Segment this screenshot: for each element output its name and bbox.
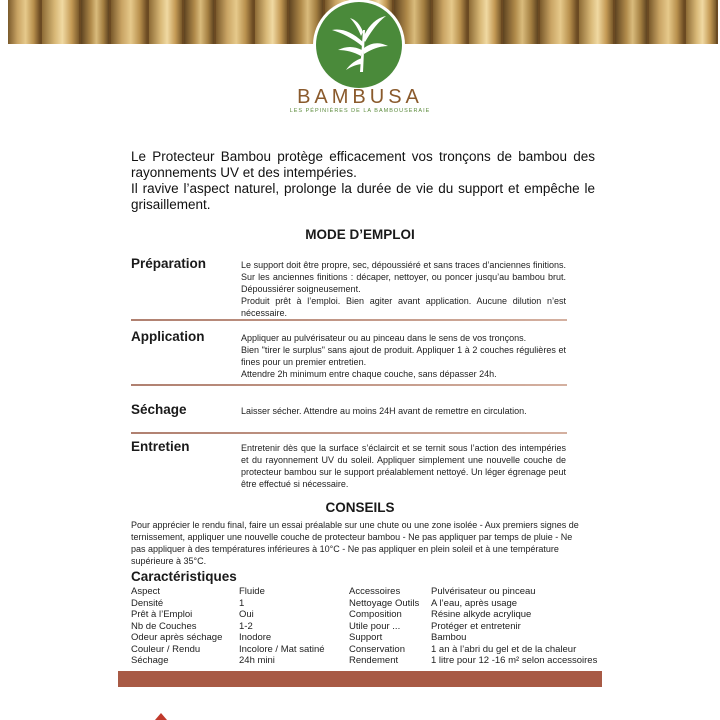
step-text-preparation xyxy=(241,259,566,319)
step-divider xyxy=(131,319,567,321)
intro-paragraph: Le Protecteur Bambou protège efficacement vos tronçons de bambou des rayonnements UV et des intempéries. xyxy=(131,149,595,180)
brand-tagline: LES PÉPINIÈRES DE LA BAMBOUSERAIE xyxy=(289,108,431,114)
carac-value: Incolore / Mat satiné xyxy=(239,643,325,655)
carac-value: Oui xyxy=(239,609,254,620)
bamboo-leaf-icon xyxy=(316,2,402,88)
carac-right-values xyxy=(431,586,597,667)
intro-paragraph: Il ravive l’aspect naturel, prolonge la durée de vie du support et empêche le grisaillement. xyxy=(131,181,595,212)
carac-value: 1-2 xyxy=(239,620,253,632)
carac-value: 1 xyxy=(239,597,245,609)
carac-key: Support xyxy=(349,632,383,643)
carac-left-values xyxy=(239,586,325,667)
step-divider xyxy=(131,432,567,434)
step-label-application: Application xyxy=(131,329,205,344)
step-line: Le support doit être propre, sec, dépoussiéré et sans traces d’anciennes finitions. Sur les anciennes finitions : décaper, nettoyer, ou poncer jusqu’au bambou brut. Dépoussiérer soigneusement. xyxy=(241,260,566,294)
intro-text xyxy=(131,149,595,213)
carac-key: Odeur après séchage xyxy=(131,632,223,643)
carac-value: 1 an à l’abri du gel et de la chaleur xyxy=(431,643,577,655)
bambusa-logo xyxy=(316,2,402,88)
step-label-sechage: Séchage xyxy=(131,402,187,417)
carac-value: 1 litre pour 12 -16 m² selon accessoires xyxy=(431,655,598,666)
carac-key: Conservation xyxy=(349,643,405,655)
carac-value: Résine alkyde acrylique xyxy=(431,609,532,620)
step-text-sechage xyxy=(241,405,566,417)
carac-key: Accessoires xyxy=(349,586,401,597)
step-line: Entretenir dès que la surface s’éclaircit et se ternit sous l’action des intempéries et du rayonnement UV du soleil. Appliquer simplement une nouvelle couche de protecteur bambou sur le support préalablement nettoyé. Un léger égrenage peut être effectué si nécessaire. xyxy=(241,443,566,489)
step-text-application xyxy=(241,332,566,380)
carac-value: Fluide xyxy=(239,586,265,597)
carac-right-keys xyxy=(349,586,419,667)
carac-key: Couleur / Rendu xyxy=(131,643,201,655)
mode-emploi-title: MODE D’EMPLOI xyxy=(305,227,415,242)
carac-value: Inodore xyxy=(239,632,272,643)
caracteristiques-title: Caractéristiques xyxy=(131,569,237,584)
footer-bar xyxy=(118,671,602,687)
carac-key: Composition xyxy=(349,609,402,620)
step-divider xyxy=(131,384,567,386)
carac-key: Densité xyxy=(131,597,164,609)
carac-key: Rendement xyxy=(349,655,399,666)
step-line: Laisser sécher. Attendre au moins 24H avant de remettre en circulation. xyxy=(241,406,527,416)
brand-name: BAMBUSA xyxy=(297,86,423,108)
conseils-title: CONSEILS xyxy=(325,500,395,515)
step-line: Produit prêt à l’emploi. Bien agiter avant application. Aucune dilution n’est nécessaire. xyxy=(241,296,566,318)
carac-key: Utile pour ... xyxy=(349,620,401,632)
carac-key: Séchage xyxy=(131,655,169,666)
step-line: Attendre 2h minimum entre chaque couche, sans dépasser 24h. xyxy=(241,369,497,379)
footer-triangle-icon xyxy=(155,713,167,720)
carac-value: Protéger et entretenir xyxy=(431,620,521,632)
carac-value: 24h mini xyxy=(239,655,275,666)
step-line: Bien "tirer le surplus" sans ajout de produit. Appliquer 1 à 2 couches régulières et fines pour un premier entretien. xyxy=(241,345,566,367)
carac-key: Nettoyage Outils xyxy=(349,597,420,609)
step-label-preparation: Préparation xyxy=(131,256,207,271)
step-label-entretien: Entretien xyxy=(131,439,190,454)
carac-left-keys xyxy=(131,586,222,667)
carac-key: Aspect xyxy=(131,586,161,597)
carac-value: Pulvérisateur ou pinceau xyxy=(431,586,536,597)
carac-value: Bambou xyxy=(431,632,467,643)
step-text-entretien xyxy=(241,442,566,490)
step-line: Appliquer au pulvérisateur ou au pinceau dans le sens de vos tronçons. xyxy=(241,333,527,343)
carac-value: A l’eau, après usage xyxy=(431,597,518,609)
carac-key: Nb de Couches xyxy=(131,620,197,632)
carac-key: Prêt à l’Emploi xyxy=(131,609,193,620)
conseils-text: Pour apprécier le rendu final, faire un essai préalable sur une chute ou une zone isolée - Aux premiers signes de ternissement, appliquer une nouvelle couche de protecteur bambou - Ne pas appliquer par temps de pluie - Ne pas appliquer à des températures inférieures à 10°C - Ne pas appliquer en plein soleil et à une température supérieure à 35°C. xyxy=(131,520,579,566)
